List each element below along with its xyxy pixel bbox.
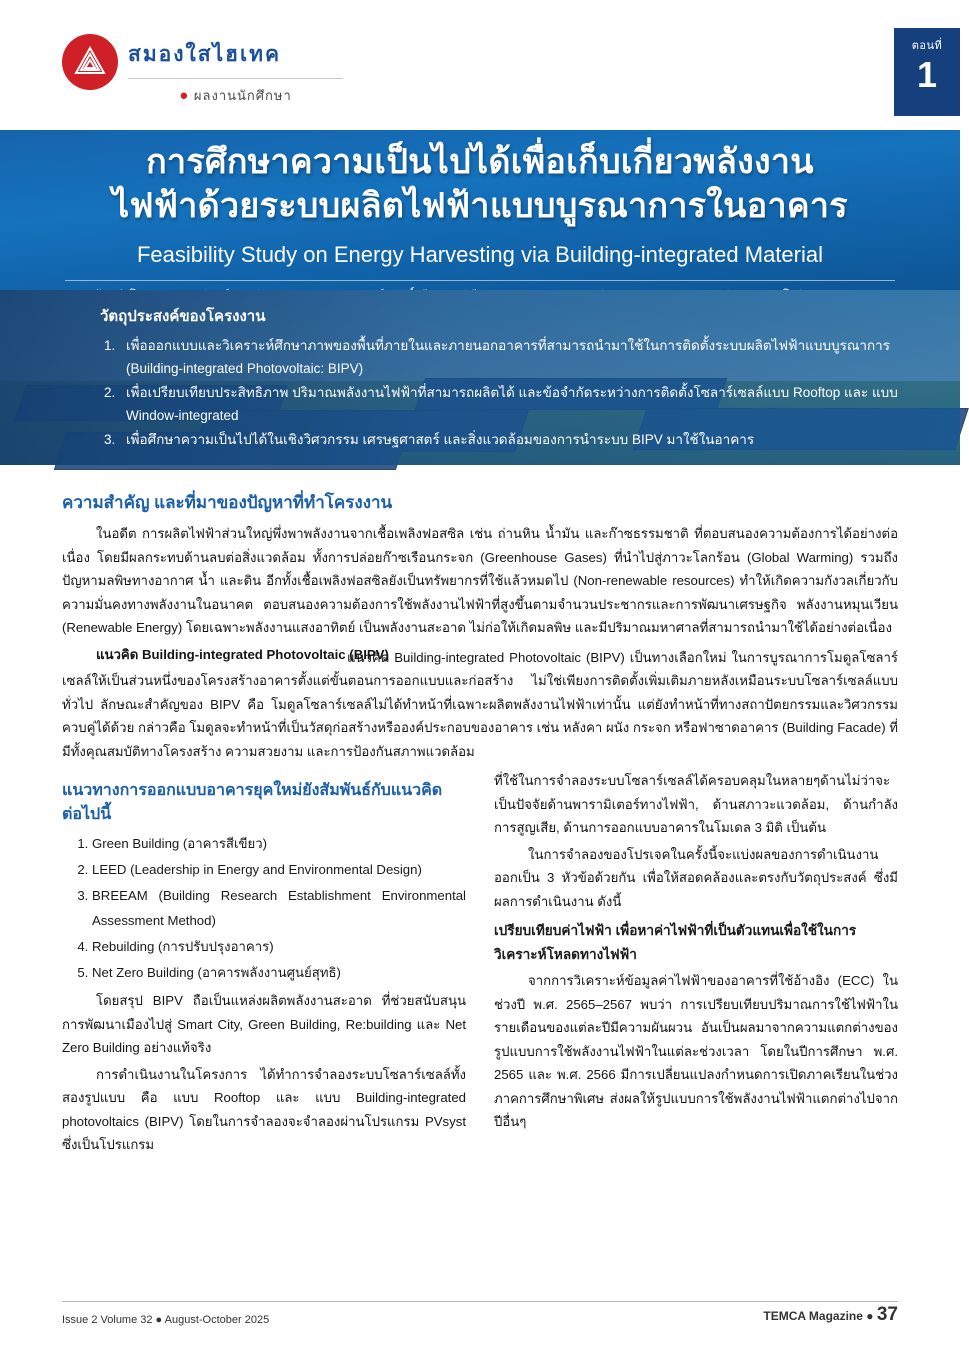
two-column-area	[62, 769, 898, 1160]
objectives-item-text: เพื่อศึกษาความเป็นไปได้ในเชิงวิศวกรรม เศรษฐศาสตร์ และสิ่งแวดล้อมของการนำระบบ BIPV มาใช้ในอาคาร	[126, 432, 755, 447]
objectives-band	[0, 290, 960, 465]
list-item: 4. Rebuilding (การปรับปรุงอาคาร)	[92, 934, 466, 959]
objectives-item-number: 1.	[104, 338, 116, 353]
paragraph-ecc-analysis: จากการวิเคราะห์ข้อมูลค่าไฟฟ้าของอาคารที่ใช้อ้างอิง (ECC) ในช่วงปี พ.ศ. 2565–2567 พบว่า การเปรียบเทียบปริมาณการใช้ไฟฟ้าในรายเดือนของแต่ละปีมีความผันผวน อันเป็นผลมาจากความแตกต่างของรูปแบบการใช้พลังงานไฟฟ้าในแต่ละช่วงเวลา โดยในปีการศึกษา พ.ศ. 2565 และ พ.ศ. 2566 มีการเปลี่ยนแปลงกำหนดการเปิดภาคเรียนในช่วงภาคการศึกษาพิเศษ ส่งผลให้รูปแบบการใช้พลังงานไฟฟ้าแตกต่างไปจากปีอื่นๆ	[494, 973, 898, 1129]
title-th-line2: ไฟฟ้าด้วยระบบผลิตไฟฟ้าแบบบูรณาการในอาคาร	[112, 187, 848, 225]
title-en: Feasibility Study on Energy Harvesting via Building-integrated Material	[136, 242, 823, 267]
masthead-divider	[128, 78, 343, 79]
page-footer	[62, 1304, 898, 1326]
masthead-title: สมองใสไฮเทค	[128, 43, 282, 66]
footer-divider	[62, 1301, 898, 1302]
objectives-item	[100, 428, 900, 451]
issue-badge-label: ตอนที่	[911, 40, 943, 52]
title-th-line1: การศึกษาความเป็นไปได้เพื่อเก็บเกี่ยวพลังงาน	[146, 143, 814, 181]
bullet-dot-icon: ●	[179, 87, 190, 104]
page-number: 37	[876, 1304, 898, 1325]
list-item: 3. BREEAM (Building Research Establishment Environmental Assessment Method)	[92, 883, 466, 933]
subheading-compare-electricity-cost: เปรียบเทียบค่าไฟฟ้า เพื่อหาค่าไฟฟ้าที่เป็นตัวแทนเพื่อใช้ในการวิเคราะห์โหลดทางไฟฟ้า	[494, 923, 857, 962]
list-item: 1. Green Building (อาคารสีเขียว)	[92, 831, 466, 856]
objectives-item-text: เพื่อออกแบบและวิเคราะห์ศึกษาภาพของพื้นที่ภายในและภายนอกอาคารที่สามารถนำมาใช้ในการติดตั้งระบบผลิตไฟฟ้าแบบบูรณาการ (Building-integrated Photovoltaic: BIPV)	[126, 338, 890, 376]
paragraph-summary-bipv: โดยสรุป BIPV ถือเป็นแหล่งผลิตพลังงานสะอาด ที่ช่วยสนับสนุนการพัฒนาเมืองไปสู่ Smart City, Green Building, Re:building และ Net Zero Building อย่างแท้จริง	[62, 993, 466, 1055]
article-body	[0, 465, 960, 1160]
column-left	[62, 769, 466, 1160]
objectives-item-number: 3.	[104, 432, 116, 447]
objectives-item	[100, 334, 900, 380]
masthead-subtitle-text: ผลงานนักศึกษา	[193, 88, 292, 103]
column-right	[494, 769, 898, 1160]
issue-badge	[894, 28, 960, 116]
footer-brand	[763, 1304, 898, 1326]
footer-brand-text: TEMCA Magazine ●	[763, 1309, 874, 1323]
header-banner	[0, 0, 960, 290]
design-concepts-list	[62, 831, 466, 985]
section-heading-design-line2: ต่อไปนี้	[62, 806, 112, 823]
paragraph-three-topics: ในการจำลองของโปรเจคในครั้งนี้จะแบ่งผลของการดำเนินงานออกเป็น 3 หัวข้อด้วยกัน เพื่อให้สอดคล้องและตรงกับวัตถุประสงค์ ซึ่งมีผลการดำเนินงาน ดังนี้	[494, 846, 898, 909]
paragraph-pvsyst-scope: ที่ใช้ในการจำลองระบบโซลาร์เซลล์ได้ครอบคลุมในหลายๆด้านไม่ว่าจะเป็นปัจจัยด้านพารามิเตอร์ทางไฟฟ้า, ด้านสภาวะแวดล้อม, ด้านกำลังการสูญเสีย, ด้านการออกแบบอาคารในโมเดล 3 มิติ เป็นต้น	[494, 773, 898, 835]
footer-issue-info: Issue 2 Volume 32 ● August-October 2025	[62, 1314, 270, 1326]
section-heading-importance: ความสำคัญ และที่มาของปัญหาที่ทำโครงงาน	[62, 493, 393, 512]
objectives-item-text: เพื่อเปรียบเทียบประสิทธิภาพ ปริมาณพลังงานไฟฟ้าที่สามารถผลิตได้ และข้อจำกัดระหว่างการติดตั้งโซลาร์เซลล์แบบ Rooftop และ แบบ Window-integrated	[126, 385, 898, 423]
paragraph-importance-1: ในอดีต การผลิตไฟฟ้าส่วนใหญ่พึ่งพาพลังงานจากเชื้อเพลิงฟอสซิล เช่น ถ่านหิน น้ำมัน และก๊าซธรรมชาติ ที่ตอบสนองความต้องการได้อย่างต่อเนื่อง โดยมีผลกระทบด้านลบต่อสิ่งแวดล้อม ทั้งการปล่อยก๊าซเรือนกระจก (Greenhouse Gases) ที่นำไปสู่ภาวะโลกร้อน (Global Warming) รวมถึงปัญหามลพิษทางอากาศ น้ำ และดิน อีกทั้งเชื้อเพลิงฟอสซิลยังเป็นทรัพยากรที่ใช้แล้วหมดไป (Non-renewable resources) ทำให้เกิดความกังวลเกี่ยวกับความมั่นคงทางพลังงานในอนาคต ตอบสนองความต้องการใช้พลังงานไฟฟ้าที่สูงขึ้นตามจำนวนประชากรและการพัฒนาเศรษฐกิจ พลังงานหมุนเวียน (Renewable Energy) โดยเฉพาะพลังงานแสงอาทิตย์ เป็นพลังงานสะอาด ไม่ก่อให้เกิดมลพิษ และมีปริมาณมหาศาลที่สามารถนำมาใช้ได้อย่างต่อเนื่อง	[62, 526, 898, 635]
objectives-panel	[100, 304, 900, 452]
masthead-subtitle	[128, 85, 343, 106]
list-item: 5. Net Zero Building (อาคารพลังงานศูนย์สุทธิ)	[92, 960, 466, 985]
paragraph-simulation-intro: การดำเนินงานในโครงการ ได้ทำการจำลองระบบโซลาร์เซลล์ทั้งสองรูปแบบ คือ แบบ Rooftop และ แบบ Building-integrated photovoltaics (BIPV) โดยในการจำลองจะจำลองผ่านโปรแกรม PVsyst ซึ่งเป็นโปรแกรม	[62, 1066, 466, 1152]
masthead-logo	[62, 34, 343, 106]
header-top-bar	[0, 0, 960, 130]
list-item: 2. LEED (Leadership in Energy and Environmental Design)	[92, 857, 466, 882]
section-heading-design-line1: แนวทางการออกแบบอาคารยุคใหม่ยังสัมพันธ์กับแนวคิด	[62, 782, 443, 799]
objectives-title: วัตถุประสงค์ของโครงงาน	[100, 308, 266, 325]
objectives-list	[100, 334, 900, 451]
paragraph-bipv-lead: แนวคิด Building-integrated Photovoltaic (BIPV)	[96, 646, 389, 662]
objectives-item-number: 2.	[104, 385, 116, 400]
headline-divider	[65, 280, 895, 281]
paragraph-bipv-concept-rest: แนวคิด Building-integrated Photovoltaic (BIPV) เป็นทางเลือกใหม่ ในการบูรณาการโมดูลโซลาร์เซลล์ให้เป็นส่วนหนึ่งของโครงสร้างอาคารตั้งแต่ขั้นตอนการออกแบบและก่อสร้าง ไม่ใช่เพียงการติดตั้งเพิ่มเติมภายหลังเหมือนระบบโซลาร์เซลล์แบบทั่วไป ลักษณะสำคัญของ BIPV คือ โมดูลโซลาร์เซลล์ไม่ได้ทำหน้าที่เฉพาะผลิตพลังงานไฟฟ้าเท่านั้น แต่ยังทำหน้าที่ทางสถาปัตยกรรมและวิศวกรรมควบคู่ได้ด้วย กล่าวคือ โมดูลจะทำหน้าที่เป็นวัสดุก่อสร้างหรือองค์ประกอบของอาคาร เช่น หลังคา ผนัง กระจก หรือฟาซาดอาคาร (Building Facade) ที่มีทั้งคุณสมบัติทางโครงสร้าง ความสวยงาม และการป้องกันสภาพแวดล้อม	[62, 649, 898, 759]
issue-badge-number: 1	[916, 54, 938, 95]
brand-circle-icon	[62, 34, 118, 90]
objectives-item	[100, 381, 900, 427]
